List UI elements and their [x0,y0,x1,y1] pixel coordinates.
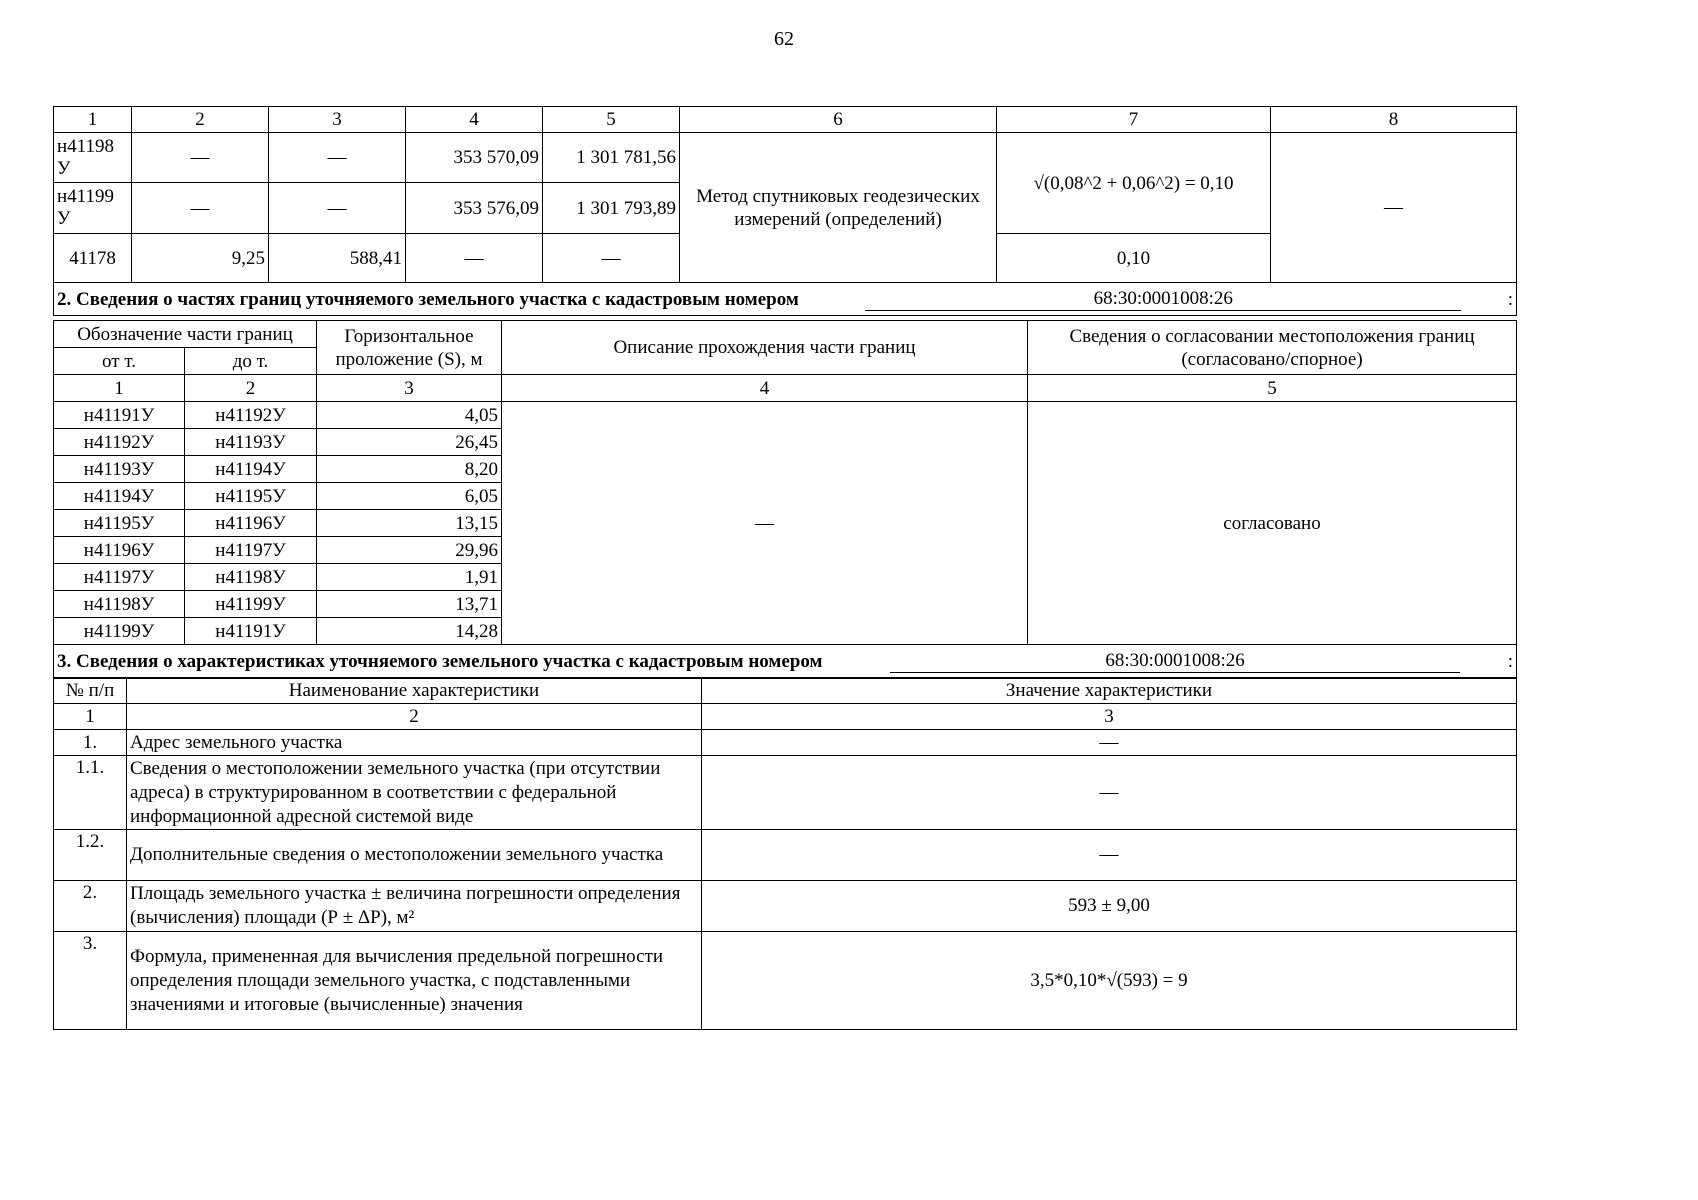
section-3-heading [54,645,1517,679]
header-from: от т. [54,348,185,375]
from-point: н41192У [54,429,185,456]
header-name: Наименование характеристики [127,678,702,704]
characteristic-name: Адрес земельного участка [127,730,702,756]
cell: — [406,234,543,283]
to-point: н41199У [185,591,317,618]
to-point: н41195У [185,483,317,510]
header-agreement: Сведения о согласовании местоположения границ (согласовано/спорное) [1028,321,1517,375]
characteristic-value: — [702,756,1517,830]
col-number: 3 [702,704,1517,730]
characteristic-name: Дополнительные сведения о местоположении земельного участка [127,830,702,881]
row-number: 1. [54,730,127,756]
col-number: 5 [1028,375,1517,402]
cell: — [269,133,406,183]
header-num: № п/п [54,678,127,704]
cell: — [543,234,680,283]
header-value: Значение характеристики [702,678,1517,704]
from-point: н41196У [54,537,185,564]
section-3-title: 3. Сведения о характеристиках уточняемого земельного участка с кадастровым номером [57,651,823,672]
table-row [54,881,1517,932]
characteristic-value: 3,5*0,10*√(593) = 9 [702,932,1517,1030]
col-number: 8 [1271,107,1517,133]
from-point: н41199У [54,618,185,645]
col-number: 2 [132,107,269,133]
from-point: н41195У [54,510,185,537]
from-point: н41194У [54,483,185,510]
from-point: н41191У [54,402,185,429]
coord-y: 1 301 781,56 [543,133,680,183]
cell: 588,41 [269,234,406,283]
horizontal-distance: 8,20 [317,456,502,483]
point-name: н41198 У [54,133,132,183]
table-row [54,932,1517,1030]
section-3-cadastral-number: 68:30:0001008:26 [890,650,1460,673]
header-to: до т. [185,348,317,375]
to-point: н41198У [185,564,317,591]
horizontal-distance: 26,45 [317,429,502,456]
characteristic-name: Формула, примененная для вычисления предельной погрешности определения площади земельного участка, с подставленными значениями и итоговые (вычисленные) значения [127,932,702,1030]
horizontal-distance: 13,71 [317,591,502,618]
horizontal-distance: 13,15 [317,510,502,537]
accuracy-value: 0,10 [997,234,1271,283]
row-number: 3. [54,932,127,1030]
col-number: 7 [997,107,1271,133]
horizontal-distance: 6,05 [317,483,502,510]
characteristic-value: — [702,830,1517,881]
cell: — [269,183,406,234]
to-point: н41192У [185,402,317,429]
agreement-cell: согласовано [1028,402,1517,645]
row-number: 1.1. [54,756,127,830]
table-row [54,830,1517,881]
cell: 9,25 [132,234,269,283]
characteristic-name: Площадь земельного участка ± величина погрешности определения (вычисления) площади (Р ± ΔР), м² [127,881,702,932]
horizontal-distance: 4,05 [317,402,502,429]
col-number: 5 [543,107,680,133]
to-point: н41193У [185,429,317,456]
point-name: 41178 [54,234,132,283]
characteristic-value: — [702,730,1517,756]
cell: — [132,133,269,183]
table-row [54,133,1517,183]
col8-cell: — [1271,133,1517,283]
to-point: н41194У [185,456,317,483]
page-number: 62 [774,28,794,50]
to-point: н41197У [185,537,317,564]
row-number: 1.2. [54,830,127,881]
col-number: 2 [185,375,317,402]
characteristic-name: Сведения о местоположении земельного участка (при отсутствии адреса) в структурированном в соответствии с федеральной информационной адресной системой виде [127,756,702,830]
colon: : [1507,288,1513,310]
section-2-heading [54,283,1517,316]
col-number: 1 [54,107,132,133]
col-number: 4 [502,375,1028,402]
accuracy-formula: √(0,08^2 + 0,06^2) = 0,10 [997,133,1271,234]
boundary-parts-table [53,320,1517,679]
characteristic-value: 593 ± 9,00 [702,881,1517,932]
horizontal-distance: 29,96 [317,537,502,564]
coordinates-table [53,106,1517,316]
row-number: 2. [54,881,127,932]
section-2-title: 2. Сведения о частях границ уточняемого земельного участка с кадастровым номером [57,288,799,310]
colon: : [1507,651,1513,672]
from-point: н41198У [54,591,185,618]
coord-y: 1 301 793,89 [543,183,680,234]
col-number: 1 [54,375,185,402]
col-number: 2 [127,704,702,730]
coord-x: 353 570,09 [406,133,543,183]
to-point: н41191У [185,618,317,645]
col-number: 1 [54,704,127,730]
table-row [54,730,1517,756]
to-point: н41196У [185,510,317,537]
table-row [54,402,1517,429]
horizontal-distance: 14,28 [317,618,502,645]
col-number: 4 [406,107,543,133]
description-cell: — [502,402,1028,645]
table-row [54,756,1517,830]
header-horizontal: Горизонтальное проложение (S), м [317,321,502,375]
section-2-cadastral-number: 68:30:0001008:26 [865,288,1461,311]
col-number: 3 [269,107,406,133]
header-description: Описание прохождения части границ [502,321,1028,375]
cell: — [132,183,269,234]
col-number: 3 [317,375,502,402]
col-number: 6 [680,107,997,133]
characteristics-table [53,677,1517,1030]
header-designation: Обозначение части границ [54,321,317,348]
method-cell: Метод спутниковых геодезических измерений (определений) [680,133,997,283]
point-name: н41199 У [54,183,132,234]
from-point: н41197У [54,564,185,591]
horizontal-distance: 1,91 [317,564,502,591]
coord-x: 353 576,09 [406,183,543,234]
from-point: н41193У [54,456,185,483]
